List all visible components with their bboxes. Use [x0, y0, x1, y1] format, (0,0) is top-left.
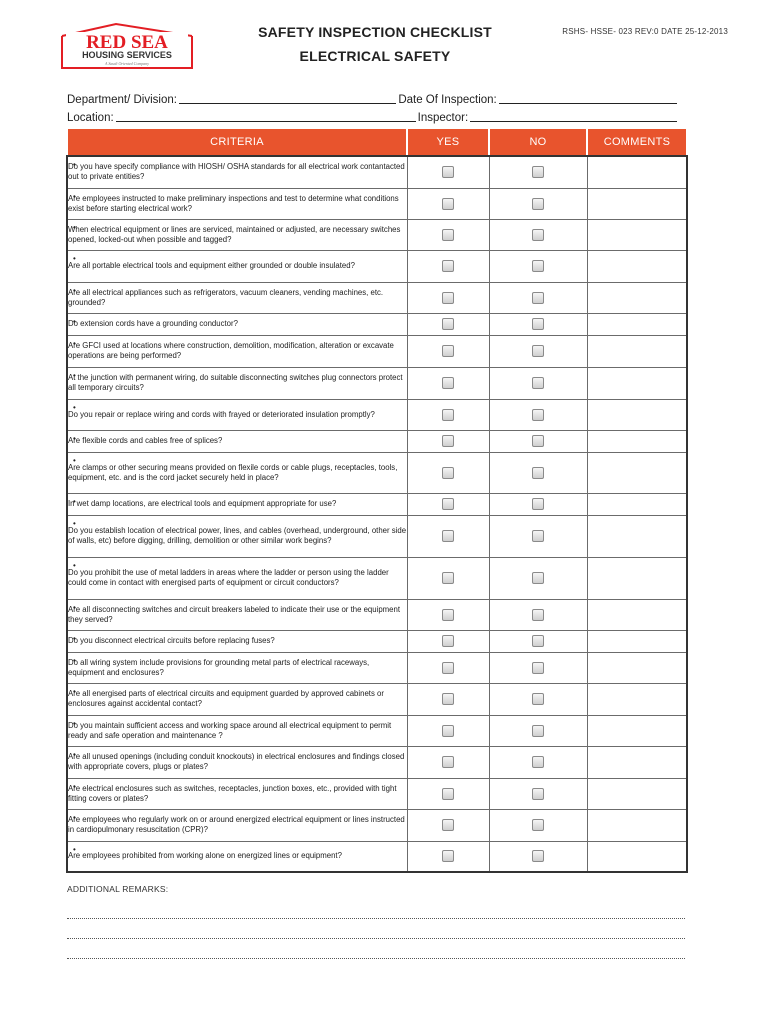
criteria-text: • Are employees prohibited from working alone on energized lines or equipment?	[67, 841, 407, 872]
table-row	[67, 778, 687, 809]
comments-cell[interactable]	[587, 778, 687, 809]
yes-cell	[407, 515, 489, 557]
criteria-text: • At the junction with permanent wiring, do suitable disconnecting switches plug connectors protect all temporary circuits?	[67, 367, 407, 399]
no-cell	[489, 399, 587, 430]
no-cell	[489, 250, 587, 282]
no-checkbox[interactable]	[532, 198, 544, 210]
table-row	[67, 515, 687, 557]
no-checkbox[interactable]	[532, 756, 544, 768]
comments-cell[interactable]	[587, 399, 687, 430]
table-row	[67, 282, 687, 313]
comments-cell[interactable]	[587, 452, 687, 493]
table-row	[67, 452, 687, 493]
table-row	[67, 746, 687, 778]
table-row	[67, 493, 687, 515]
yes-checkbox[interactable]	[442, 229, 454, 241]
yes-checkbox[interactable]	[442, 345, 454, 357]
table-row	[67, 399, 687, 430]
table-row	[67, 630, 687, 652]
yes-cell	[407, 430, 489, 452]
criteria-text: • Do you repair or replace wiring and cords with frayed or deteriorated insulation promptly?	[67, 399, 407, 430]
yes-header: YES	[407, 128, 489, 156]
yes-cell	[407, 313, 489, 335]
criteria-text: • Are all unused openings (including conduit knockouts) in electrical enclosures and findings closed with appropriate covers, plugs or plates?	[67, 746, 407, 778]
yes-cell	[407, 630, 489, 652]
table-row	[67, 430, 687, 452]
yes-cell	[407, 683, 489, 715]
yes-cell	[407, 399, 489, 430]
no-checkbox[interactable]	[532, 166, 544, 178]
yes-cell	[407, 715, 489, 746]
remarks-title: ADDITIONAL REMARKS:	[67, 884, 169, 894]
no-checkbox[interactable]	[532, 345, 544, 357]
comments-cell[interactable]	[587, 219, 687, 250]
no-checkbox[interactable]	[532, 693, 544, 705]
criteria-text: • Are employees who regularly work on or around energized electrical equipment or lines instructed in cardiopulmonary resuscitation (CPR)?	[67, 809, 407, 841]
criteria-header: CRITERIA	[67, 128, 407, 156]
no-cell	[489, 778, 587, 809]
no-cell	[489, 219, 587, 250]
location-field[interactable]	[116, 111, 416, 122]
document-title: SAFETY INSPECTION CHECKLIST	[258, 24, 492, 40]
checklist-table	[66, 127, 688, 873]
table-row	[67, 683, 687, 715]
comments-cell[interactable]	[587, 809, 687, 841]
company-logo	[60, 22, 194, 72]
remarks-line[interactable]	[67, 938, 685, 939]
yes-checkbox[interactable]	[442, 819, 454, 831]
criteria-text: • Are employees instructed to make preliminary inspections and test to determine what conditions exist before starting electrical work?	[67, 188, 407, 219]
yes-cell	[407, 452, 489, 493]
yes-checkbox[interactable]	[442, 409, 454, 421]
comments-cell[interactable]	[587, 515, 687, 557]
no-checkbox[interactable]	[532, 260, 544, 272]
no-checkbox[interactable]	[532, 609, 544, 621]
yes-cell	[407, 557, 489, 599]
comments-cell[interactable]	[587, 715, 687, 746]
criteria-text: • Do all wiring system include provisions for grounding metal parts of electrical raceways, equipment and enclosures?	[67, 652, 407, 683]
yes-checkbox[interactable]	[442, 725, 454, 737]
yes-checkbox[interactable]	[442, 788, 454, 800]
yes-cell	[407, 188, 489, 219]
criteria-text: • Do you have specify compliance with HIOSH/ OSHA standards for all electrical work contantacted out to private entities?	[67, 156, 407, 188]
criteria-text: • Are electrical enclosures such as switches, receptacles, junction boxes, etc., provided with tight fitting covers or plates?	[67, 778, 407, 809]
criteria-text: • Are clamps or other securing means provided on flexile cords or cable plugs, receptacles, tools, equipment, etc. and is the cord jacket securely held in place?	[67, 452, 407, 493]
table-row	[67, 188, 687, 219]
criteria-text: • In wet damp locations, are electrical tools and equipment appropriate for use?	[67, 493, 407, 515]
yes-checkbox[interactable]	[442, 260, 454, 272]
yes-checkbox[interactable]	[442, 166, 454, 178]
comments-cell[interactable]	[587, 652, 687, 683]
location-inspector-row	[67, 108, 679, 124]
no-checkbox[interactable]	[532, 530, 544, 542]
no-cell	[489, 452, 587, 493]
yes-checkbox[interactable]	[442, 467, 454, 479]
criteria-text: • Do you prohibit the use of metal ladders in areas where the ladder or person using the ladder could come in contact with energised parts of equipment or circuit conductors?	[67, 557, 407, 599]
department-label: Department/ Division:	[67, 94, 177, 106]
no-checkbox[interactable]	[532, 377, 544, 389]
no-cell	[489, 335, 587, 367]
table-row	[67, 156, 687, 188]
no-cell	[489, 515, 587, 557]
table-row	[67, 809, 687, 841]
comments-cell[interactable]	[587, 430, 687, 452]
no-checkbox[interactable]	[532, 635, 544, 647]
no-cell	[489, 493, 587, 515]
brand-name: RED SEA	[86, 32, 168, 53]
comments-cell[interactable]	[587, 313, 687, 335]
comments-cell[interactable]	[587, 599, 687, 630]
no-checkbox[interactable]	[532, 318, 544, 330]
no-cell	[489, 156, 587, 188]
date-field[interactable]	[499, 93, 677, 104]
yes-checkbox[interactable]	[442, 609, 454, 621]
criteria-text: • Do you establish location of electrical power, lines, and cables (overhead, underground, other side of walls, etc) before digging, drilling, demolition or other similar work begins?	[67, 515, 407, 557]
yes-cell	[407, 156, 489, 188]
yes-cell	[407, 599, 489, 630]
department-date-row	[67, 90, 679, 106]
yes-checkbox[interactable]	[442, 498, 454, 510]
no-cell	[489, 630, 587, 652]
inspector-label: Inspector:	[417, 112, 469, 124]
criteria-text: • Are flexible cords and cables free of splices?	[67, 430, 407, 452]
no-cell	[489, 599, 587, 630]
yes-checkbox[interactable]	[442, 292, 454, 304]
criteria-text: • Do you disconnect electrical circuits before replacing fuses?	[67, 630, 407, 652]
document-subtitle: ELECTRICAL SAFETY	[299, 48, 451, 64]
yes-cell	[407, 841, 489, 872]
no-cell	[489, 188, 587, 219]
comments-cell[interactable]	[587, 841, 687, 872]
comments-cell[interactable]	[587, 335, 687, 367]
brand-tagline: A Saudi Oriented Company	[104, 61, 150, 66]
no-cell	[489, 313, 587, 335]
no-cell	[489, 652, 587, 683]
yes-checkbox[interactable]	[442, 572, 454, 584]
table-row	[67, 841, 687, 872]
no-cell	[489, 683, 587, 715]
no-checkbox[interactable]	[532, 725, 544, 737]
brand-subname: HOUSING SERVICES	[82, 50, 172, 60]
criteria-text: • Are GFCI used at locations where construction, demolition, modification, alteration or excavate operations are being performed?	[67, 335, 407, 367]
no-cell	[489, 809, 587, 841]
criteria-text: • Are all portable electrical tools and equipment either grounded or double insulated?	[67, 250, 407, 282]
table-row	[67, 652, 687, 683]
comments-cell[interactable]	[587, 493, 687, 515]
comments-cell[interactable]	[587, 367, 687, 399]
criteria-text: • Do you maintain sufficient access and working space around all electrical equipment to permit ready and safe operation and maintenance ?	[67, 715, 407, 746]
table-row	[67, 250, 687, 282]
date-label: Date Of Inspection:	[398, 94, 497, 106]
no-checkbox[interactable]	[532, 662, 544, 674]
comments-cell[interactable]	[587, 188, 687, 219]
remarks-line[interactable]	[67, 958, 685, 959]
comments-cell[interactable]	[587, 156, 687, 188]
department-field[interactable]	[179, 93, 396, 104]
yes-checkbox[interactable]	[442, 850, 454, 862]
comments-cell[interactable]	[587, 630, 687, 652]
criteria-text: • Do extension cords have a grounding conductor?	[67, 313, 407, 335]
yes-checkbox[interactable]	[442, 435, 454, 447]
no-checkbox[interactable]	[532, 788, 544, 800]
inspector-field[interactable]	[470, 111, 677, 122]
yes-checkbox[interactable]	[442, 377, 454, 389]
criteria-text: • Are all disconnecting switches and circuit breakers labeled to indicate their use or the equipment they served?	[67, 599, 407, 630]
yes-cell	[407, 778, 489, 809]
yes-cell	[407, 219, 489, 250]
comments-cell[interactable]	[587, 557, 687, 599]
yes-cell	[407, 809, 489, 841]
criteria-text: • Are all energised parts of electrical circuits and equipment guarded by approved cabinets or enclosures against accidental contact?	[67, 683, 407, 715]
table-row	[67, 557, 687, 599]
yes-cell	[407, 652, 489, 683]
yes-checkbox[interactable]	[442, 318, 454, 330]
table-row	[67, 313, 687, 335]
comments-cell[interactable]	[587, 746, 687, 778]
criteria-text: • When electrical equipment or lines are serviced, maintained or adjusted, are necessary switches opened, locked-out when possible and tagged?	[67, 219, 407, 250]
table-row	[67, 219, 687, 250]
table-row	[67, 367, 687, 399]
no-checkbox[interactable]	[532, 819, 544, 831]
no-checkbox[interactable]	[532, 498, 544, 510]
yes-checkbox[interactable]	[442, 756, 454, 768]
no-checkbox[interactable]	[532, 229, 544, 241]
table-header-row	[67, 128, 687, 156]
no-cell	[489, 841, 587, 872]
comments-header: COMMENTS	[587, 128, 687, 156]
table-row	[67, 335, 687, 367]
yes-cell	[407, 335, 489, 367]
comments-cell[interactable]	[587, 683, 687, 715]
yes-checkbox[interactable]	[442, 530, 454, 542]
checklist-body	[67, 156, 687, 872]
no-cell	[489, 746, 587, 778]
yes-cell	[407, 367, 489, 399]
criteria-text: • Are all electrical appliances such as refrigerators, vacuum cleaners, vending machines, etc. grounded?	[67, 282, 407, 313]
remarks-line[interactable]	[67, 918, 685, 919]
no-cell	[489, 282, 587, 313]
yes-cell	[407, 493, 489, 515]
table-row	[67, 715, 687, 746]
location-label: Location:	[67, 112, 114, 124]
no-cell	[489, 557, 587, 599]
yes-checkbox[interactable]	[442, 198, 454, 210]
no-cell	[489, 715, 587, 746]
yes-cell	[407, 746, 489, 778]
yes-cell	[407, 250, 489, 282]
yes-checkbox[interactable]	[442, 635, 454, 647]
no-checkbox[interactable]	[532, 409, 544, 421]
yes-checkbox[interactable]	[442, 693, 454, 705]
no-cell	[489, 430, 587, 452]
document-reference: RSHS- HSSE- 023 REV:0 DATE 25-12-2013	[562, 27, 728, 36]
no-cell	[489, 367, 587, 399]
no-checkbox[interactable]	[532, 435, 544, 447]
comments-cell[interactable]	[587, 282, 687, 313]
no-checkbox[interactable]	[532, 292, 544, 304]
no-checkbox[interactable]	[532, 572, 544, 584]
no-checkbox[interactable]	[532, 467, 544, 479]
yes-checkbox[interactable]	[442, 662, 454, 674]
table-row	[67, 599, 687, 630]
no-header: NO	[489, 128, 587, 156]
yes-cell	[407, 282, 489, 313]
no-checkbox[interactable]	[532, 850, 544, 862]
comments-cell[interactable]	[587, 250, 687, 282]
